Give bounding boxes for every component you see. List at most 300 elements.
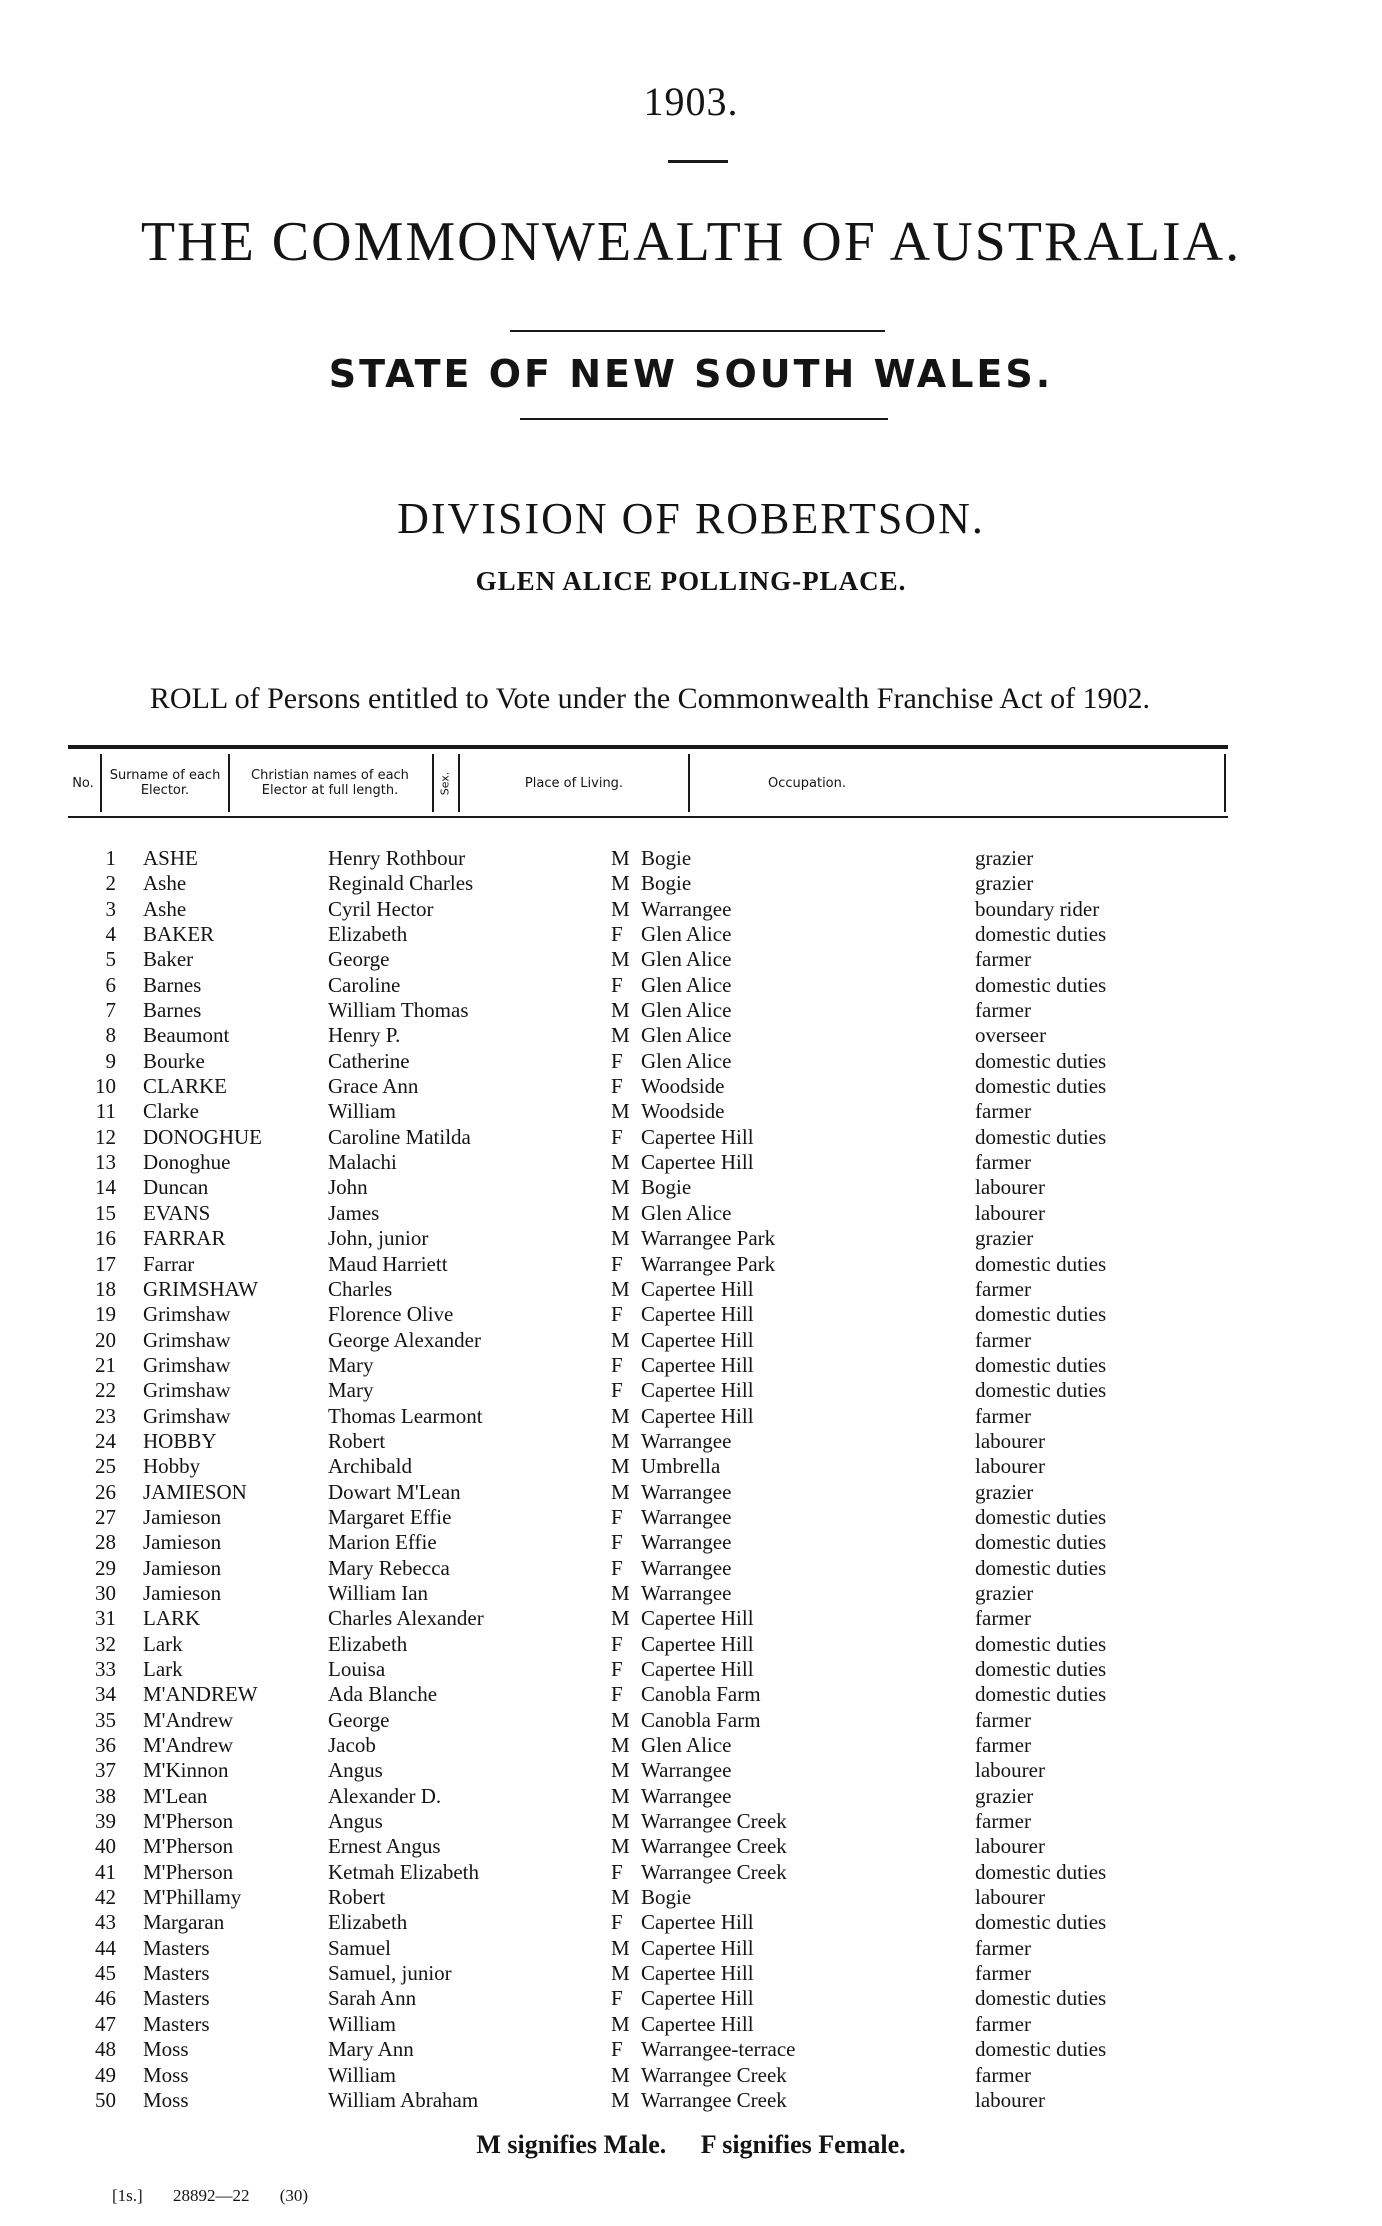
- elector-number: 32: [95, 1631, 116, 1656]
- table-row: [0, 1809, 1382, 1834]
- elector-christian-names: Elizabeth: [328, 922, 408, 947]
- elector-sex: F: [611, 922, 623, 947]
- elector-occupation: labourer: [975, 2087, 1045, 2112]
- elector-occupation: farmer: [975, 998, 1031, 1023]
- sex-legend: [0, 2130, 1382, 2160]
- elector-occupation: farmer: [975, 1327, 1031, 1352]
- elector-place: Capertee Hill: [641, 1403, 754, 1428]
- elector-occupation: farmer: [975, 2062, 1031, 2087]
- elector-sex: M: [611, 2087, 630, 2112]
- elector-surname: Bourke: [143, 1048, 205, 1073]
- elector-sex: M: [611, 1809, 630, 1834]
- table-row: [0, 1277, 1382, 1302]
- elector-surname: Donoghue: [143, 1150, 231, 1175]
- elector-sex: F: [611, 2037, 623, 2062]
- elector-surname: CLARKE: [143, 1074, 227, 1099]
- elector-number: 27: [95, 1504, 116, 1529]
- elector-surname: Grimshaw: [143, 1403, 231, 1428]
- elector-christian-names: Thomas Learmont: [328, 1403, 483, 1428]
- elector-number: 15: [95, 1200, 116, 1225]
- elector-surname: Masters: [143, 2011, 210, 2036]
- elector-surname: BAKER: [143, 922, 215, 947]
- elector-occupation: domestic duties: [975, 972, 1107, 997]
- elector-sex: M: [611, 1707, 630, 1732]
- elector-christian-names: Alexander D.: [328, 1783, 442, 1808]
- elector-surname: Grimshaw: [143, 1302, 231, 1327]
- elector-surname: HOBBY: [143, 1428, 217, 1453]
- elector-sex: M: [611, 1733, 630, 1758]
- elector-surname: GRIMSHAW: [143, 1276, 258, 1301]
- elector-sex: M: [611, 1885, 630, 1910]
- elector-christian-names: Margaret Effie: [328, 1504, 452, 1529]
- elector-sex: M: [611, 1200, 630, 1225]
- elector-surname: Barnes: [143, 998, 202, 1023]
- elector-christian-names: Mary Ann: [328, 2037, 414, 2062]
- elector-christian-names: Florence Olive: [328, 1302, 454, 1327]
- elector-surname: M'Lean: [143, 1783, 208, 1808]
- column-divider: [228, 754, 230, 812]
- table-row: [0, 1454, 1382, 1479]
- elector-place: Warrangee: [641, 1504, 732, 1529]
- elector-christian-names: Marion Effie: [328, 1530, 437, 1555]
- column-header-sex: [434, 752, 456, 814]
- elector-christian-names: Caroline: [328, 972, 401, 997]
- table-row: [0, 1556, 1382, 1581]
- elector-surname: Duncan: [143, 1175, 209, 1200]
- table-row: [0, 922, 1382, 947]
- elector-sex: M: [611, 1606, 630, 1631]
- elector-place: Glen Alice: [641, 1023, 732, 1048]
- elector-number: 23: [95, 1403, 116, 1428]
- elector-number: 33: [95, 1657, 116, 1681]
- elector-christian-names: Caroline Matilda: [328, 1124, 471, 1149]
- elector-place: Bogie: [641, 846, 692, 870]
- elector-sex: M: [611, 1935, 630, 1960]
- column-divider: [100, 754, 102, 812]
- elector-surname: Barnes: [143, 972, 202, 997]
- elector-surname: Masters: [143, 1986, 210, 2011]
- elector-number: 44: [95, 1935, 116, 1960]
- elector-number: 9: [105, 1048, 116, 1073]
- elector-list: [0, 846, 1382, 2113]
- elector-occupation: domestic duties: [975, 1910, 1107, 1935]
- table-header-bottom-rule: [68, 816, 1228, 818]
- elector-sex: M: [611, 1961, 630, 1986]
- elector-place: Warrangee Creek: [641, 1834, 787, 1859]
- elector-occupation: labourer: [975, 1175, 1045, 1200]
- elector-surname: Baker: [143, 947, 194, 972]
- column-header-no: No.: [72, 775, 94, 791]
- elector-christian-names: William Ian: [328, 1580, 429, 1605]
- elector-place: Warrangee Creek: [641, 2087, 787, 2112]
- elector-number: 46: [95, 1986, 116, 2011]
- elector-surname: DONOGHUE: [143, 1124, 262, 1149]
- elector-place: Woodside: [641, 1099, 725, 1124]
- elector-place: Capertee Hill: [641, 1910, 754, 1935]
- elector-christian-names: George: [328, 947, 390, 972]
- table-row: [0, 1784, 1382, 1809]
- elector-surname: M'Phillamy: [143, 1885, 242, 1910]
- elector-occupation: labourer: [975, 1834, 1045, 1859]
- table-row: [0, 1885, 1382, 1910]
- elector-christian-names: Jacob: [328, 1733, 376, 1758]
- divider-rule: [668, 160, 728, 163]
- elector-number: 24: [95, 1428, 116, 1453]
- elector-place: Warrangee: [641, 1758, 732, 1783]
- elector-place: Warrangee: [641, 1479, 732, 1504]
- elector-place: Capertee Hill: [641, 1378, 754, 1403]
- elector-surname: EVANS: [143, 1200, 211, 1225]
- elector-place: Capertee Hill: [641, 1631, 754, 1656]
- elector-place: Capertee Hill: [641, 1302, 754, 1327]
- elector-number: 8: [105, 1023, 116, 1048]
- elector-number: 41: [95, 1859, 116, 1884]
- elector-number: 12: [95, 1124, 116, 1149]
- elector-number: 10: [95, 1074, 116, 1099]
- elector-christian-names: Ada Blanche: [328, 1682, 438, 1707]
- table-row: [0, 1581, 1382, 1606]
- elector-place: Canobla Farm: [641, 1707, 761, 1732]
- elector-occupation: domestic duties: [975, 1378, 1107, 1403]
- table-row: [0, 973, 1382, 998]
- elector-surname: Lark: [143, 1631, 183, 1656]
- elector-place: Warrangee: [641, 1428, 732, 1453]
- elector-sex: M: [611, 1403, 630, 1428]
- elector-place: Warrangee Creek: [641, 1809, 787, 1834]
- elector-occupation: domestic duties: [975, 2037, 1107, 2062]
- elector-place: Warrangee-terrace: [641, 2037, 796, 2062]
- elector-number: 5: [105, 947, 116, 972]
- occupation-label: Occupation.: [767, 775, 847, 791]
- table-row: [0, 1378, 1382, 1403]
- elector-number: 45: [95, 1961, 116, 1986]
- elector-number: 36: [95, 1733, 116, 1758]
- table-row: [0, 1404, 1382, 1429]
- elector-place: Bogie: [641, 1885, 692, 1910]
- elector-number: 28: [95, 1530, 116, 1555]
- elector-occupation: farmer: [975, 1961, 1031, 1986]
- division-heading: DIVISION OF ROBERTSON.: [397, 494, 985, 543]
- elector-number: 3: [105, 896, 116, 921]
- page-title: THE COMMONWEALTH OF AUSTRALIA.: [140, 211, 1242, 273]
- elector-sex: M: [611, 1175, 630, 1200]
- elector-christian-names: Catherine: [328, 1048, 410, 1073]
- elector-place: Glen Alice: [641, 998, 732, 1023]
- elector-number: 37: [95, 1758, 116, 1783]
- table-row: [0, 1201, 1382, 1226]
- elector-surname: M'Pherson: [143, 1859, 234, 1884]
- elector-number: 26: [95, 1479, 116, 1504]
- elector-sex: F: [611, 1555, 623, 1580]
- elector-occupation: farmer: [975, 1606, 1031, 1631]
- elector-place: Capertee Hill: [641, 1986, 754, 2011]
- table-row: [0, 2088, 1382, 2113]
- table-row: [0, 1606, 1382, 1631]
- elector-occupation: domestic duties: [975, 1555, 1107, 1580]
- elector-christian-names: Malachi: [328, 1150, 397, 1175]
- elector-occupation: farmer: [975, 1403, 1031, 1428]
- elector-christian-names: Dowart M'Lean: [328, 1479, 461, 1504]
- elector-number: 29: [95, 1555, 116, 1580]
- table-row: [0, 1632, 1382, 1657]
- elector-number: 19: [95, 1302, 116, 1327]
- elector-occupation: farmer: [975, 1733, 1031, 1758]
- elector-sex: M: [611, 2062, 630, 2087]
- elector-surname: Lark: [143, 1657, 183, 1681]
- elector-place: Canobla Farm: [641, 1682, 761, 1707]
- elector-surname: Beaumont: [143, 1023, 230, 1048]
- elector-occupation: domestic duties: [975, 922, 1107, 947]
- elector-occupation: domestic duties: [975, 1859, 1107, 1884]
- elector-sex: M: [611, 1327, 630, 1352]
- table-row: [0, 897, 1382, 922]
- elector-occupation: domestic duties: [975, 1352, 1107, 1377]
- elector-sex: F: [611, 1378, 623, 1403]
- elector-sex: F: [611, 1352, 623, 1377]
- elector-christian-names: Cyril Hector: [328, 896, 434, 921]
- elector-place: Capertee Hill: [641, 2011, 754, 2036]
- print-footer: [112, 2186, 334, 2206]
- table-row: [0, 1936, 1382, 1961]
- elector-number: 7: [105, 998, 116, 1023]
- elector-place: Glen Alice: [641, 972, 732, 997]
- elector-surname: LARK: [143, 1606, 201, 1631]
- elector-christian-names: Angus: [328, 1758, 383, 1783]
- elector-number: 30: [95, 1580, 116, 1605]
- column-header-surname: Surname of each Elector.: [109, 768, 221, 798]
- elector-christian-names: George Alexander: [328, 1327, 481, 1352]
- elector-christian-names: Ernest Angus: [328, 1834, 441, 1859]
- elector-surname: Grimshaw: [143, 1327, 231, 1352]
- elector-sex: F: [611, 1530, 623, 1555]
- elector-sex: M: [611, 871, 630, 896]
- elector-christian-names: Louisa: [328, 1657, 386, 1681]
- elector-christian-names: John, junior: [328, 1226, 429, 1251]
- elector-place: Capertee Hill: [641, 1352, 754, 1377]
- elector-christian-names: Mary: [328, 1378, 374, 1403]
- elector-place: Capertee Hill: [641, 1606, 754, 1631]
- elector-number: 47: [95, 2011, 116, 2036]
- elector-place: Glen Alice: [641, 922, 732, 947]
- elector-occupation: farmer: [975, 947, 1031, 972]
- table-row: [0, 1175, 1382, 1200]
- elector-sex: F: [611, 1859, 623, 1884]
- column-divider: [1224, 754, 1226, 812]
- elector-christian-names: Robert: [328, 1428, 386, 1453]
- elector-place: Warrangee: [641, 1580, 732, 1605]
- table-row: [0, 2012, 1382, 2037]
- elector-occupation: domestic duties: [975, 1986, 1107, 2011]
- elector-place: Capertee Hill: [641, 1935, 754, 1960]
- elector-place: Glen Alice: [641, 947, 732, 972]
- elector-christian-names: William: [328, 1099, 396, 1124]
- elector-surname: M'Pherson: [143, 1834, 234, 1859]
- elector-sex: F: [611, 1910, 623, 1935]
- table-row: [0, 1657, 1382, 1682]
- elector-place: Capertee Hill: [641, 1961, 754, 1986]
- elector-sex: F: [611, 972, 623, 997]
- column-header-occupation: [692, 752, 1222, 814]
- elector-christian-names: Samuel, junior: [328, 1961, 452, 1986]
- elector-christian-names: William: [328, 2011, 396, 2036]
- elector-place: Warrangee Park: [641, 1251, 776, 1276]
- elector-occupation: grazier: [975, 871, 1034, 896]
- elector-sex: F: [611, 1986, 623, 2011]
- table-row: [0, 1125, 1382, 1150]
- elector-occupation: farmer: [975, 1099, 1031, 1124]
- elector-occupation: labourer: [975, 1885, 1045, 1910]
- elector-christian-names: Archibald: [328, 1454, 412, 1479]
- elector-surname: Masters: [143, 1935, 210, 1960]
- sex-label: Sex.: [438, 771, 452, 795]
- table-row: [0, 1099, 1382, 1124]
- elector-number: 11: [95, 1099, 116, 1124]
- table-row: [0, 1252, 1382, 1277]
- elector-sex: F: [611, 1682, 623, 1707]
- elector-surname: Moss: [143, 2087, 189, 2112]
- elector-occupation: domestic duties: [975, 1682, 1107, 1707]
- table-row: [0, 1530, 1382, 1555]
- elector-place: Capertee Hill: [641, 1124, 754, 1149]
- elector-surname: Moss: [143, 2062, 189, 2087]
- elector-christian-names: William Thomas: [328, 998, 469, 1023]
- elector-sex: M: [611, 1479, 630, 1504]
- elector-occupation: grazier: [975, 1479, 1034, 1504]
- elector-sex: F: [611, 1251, 623, 1276]
- elector-place: Glen Alice: [641, 1733, 732, 1758]
- elector-number: 50: [95, 2087, 116, 2112]
- elector-number: 35: [95, 1707, 116, 1732]
- elector-occupation: farmer: [975, 1150, 1031, 1175]
- elector-christian-names: Angus: [328, 1809, 383, 1834]
- elector-occupation: farmer: [975, 1707, 1031, 1732]
- footer-sheet: (30): [279, 2186, 309, 2205]
- elector-occupation: labourer: [975, 1200, 1045, 1225]
- elector-place: Warrangee: [641, 896, 732, 921]
- elector-place: Warrangee Creek: [641, 1859, 787, 1884]
- elector-surname: Jamieson: [143, 1580, 222, 1605]
- elector-surname: Hobby: [143, 1454, 201, 1479]
- elector-christian-names: Ketmah Elizabeth: [328, 1859, 480, 1884]
- table-row: [0, 1429, 1382, 1454]
- elector-surname: Grimshaw: [143, 1352, 231, 1377]
- elector-surname: ASHE: [143, 846, 198, 870]
- elector-sex: F: [611, 1504, 623, 1529]
- table-top-rule: [68, 745, 1228, 749]
- elector-sex: M: [611, 1580, 630, 1605]
- elector-occupation: domestic duties: [975, 1124, 1107, 1149]
- elector-surname: Grimshaw: [143, 1378, 231, 1403]
- elector-sex: M: [611, 1834, 630, 1859]
- elector-occupation: labourer: [975, 1454, 1045, 1479]
- elector-occupation: farmer: [975, 2011, 1031, 2036]
- legend-female: F signifies Female.: [700, 2130, 906, 2159]
- elector-place: Woodside: [641, 1074, 725, 1099]
- elector-occupation: labourer: [975, 1758, 1045, 1783]
- elector-occupation: domestic duties: [975, 1302, 1107, 1327]
- elector-number: 49: [95, 2062, 116, 2087]
- elector-surname: FARRAR: [143, 1226, 226, 1251]
- elector-place: Warrangee Creek: [641, 2062, 787, 2087]
- elector-surname: M'Andrew: [143, 1707, 234, 1732]
- table-row: [0, 846, 1382, 871]
- elector-christian-names: Grace Ann: [328, 1074, 419, 1099]
- table-row: [0, 1480, 1382, 1505]
- table-row: [0, 1986, 1382, 2011]
- elector-occupation: overseer: [975, 1023, 1047, 1048]
- elector-number: 43: [95, 1910, 116, 1935]
- elector-surname: Masters: [143, 1961, 210, 1986]
- roll-title: ROLL of Persons entitled to Vote under the Commonwealth Franchise Act of 1902.: [149, 682, 1151, 715]
- elector-place: Umbrella: [641, 1454, 721, 1479]
- elector-sex: M: [611, 1428, 630, 1453]
- elector-place: Warrangee: [641, 1555, 732, 1580]
- elector-christian-names: Henry P.: [328, 1023, 401, 1048]
- elector-occupation: domestic duties: [975, 1074, 1107, 1099]
- table-row: [0, 1302, 1382, 1327]
- elector-number: 16: [95, 1226, 116, 1251]
- elector-occupation: domestic duties: [975, 1631, 1107, 1656]
- elector-sex: M: [611, 998, 630, 1023]
- elector-christian-names: Samuel: [328, 1935, 391, 1960]
- elector-occupation: grazier: [975, 846, 1034, 870]
- elector-christian-names: Henry Rothbour: [328, 846, 466, 870]
- table-row: [0, 1353, 1382, 1378]
- elector-occupation: labourer: [975, 1428, 1045, 1453]
- elector-christian-names: Reginald Charles: [328, 871, 474, 896]
- elector-christian-names: Mary Rebecca: [328, 1555, 450, 1580]
- table-row: [0, 1708, 1382, 1733]
- elector-place: Bogie: [641, 1175, 692, 1200]
- elector-sex: M: [611, 2011, 630, 2036]
- elector-surname: Clarke: [143, 1099, 199, 1124]
- elector-place: Capertee Hill: [641, 1327, 754, 1352]
- elector-place: Warrangee: [641, 1530, 732, 1555]
- elector-surname: Ashe: [143, 871, 187, 896]
- elector-sex: M: [611, 947, 630, 972]
- elector-surname: Jamieson: [143, 1530, 222, 1555]
- elector-place: Bogie: [641, 871, 692, 896]
- table-row: [0, 1961, 1382, 1986]
- elector-place: Glen Alice: [641, 1200, 732, 1225]
- elector-number: 14: [95, 1175, 116, 1200]
- table-row: [0, 947, 1382, 972]
- elector-christian-names: Sarah Ann: [328, 1986, 417, 2011]
- elector-number: 42: [95, 1885, 116, 1910]
- elector-sex: M: [611, 1783, 630, 1808]
- table-row: [0, 871, 1382, 896]
- elector-place: Glen Alice: [641, 1048, 732, 1073]
- elector-sex: F: [611, 1657, 623, 1681]
- table-row: [0, 998, 1382, 1023]
- year-heading: 1903.: [643, 79, 739, 124]
- elector-christian-names: Charles Alexander: [328, 1606, 484, 1631]
- elector-sex: F: [611, 1124, 623, 1149]
- elector-number: 20: [95, 1327, 116, 1352]
- elector-surname: M'ANDREW: [143, 1682, 258, 1707]
- elector-surname: M'Pherson: [143, 1809, 234, 1834]
- elector-sex: F: [611, 1631, 623, 1656]
- elector-sex: M: [611, 846, 630, 870]
- elector-sex: F: [611, 1048, 623, 1073]
- elector-number: 22: [95, 1378, 116, 1403]
- elector-surname: Jamieson: [143, 1504, 222, 1529]
- table-row: [0, 1150, 1382, 1175]
- elector-sex: F: [611, 1302, 623, 1327]
- elector-surname: JAMIESON: [143, 1479, 247, 1504]
- elector-christian-names: William Abraham: [328, 2087, 479, 2112]
- legend-male: M signifies Male.: [476, 2130, 667, 2159]
